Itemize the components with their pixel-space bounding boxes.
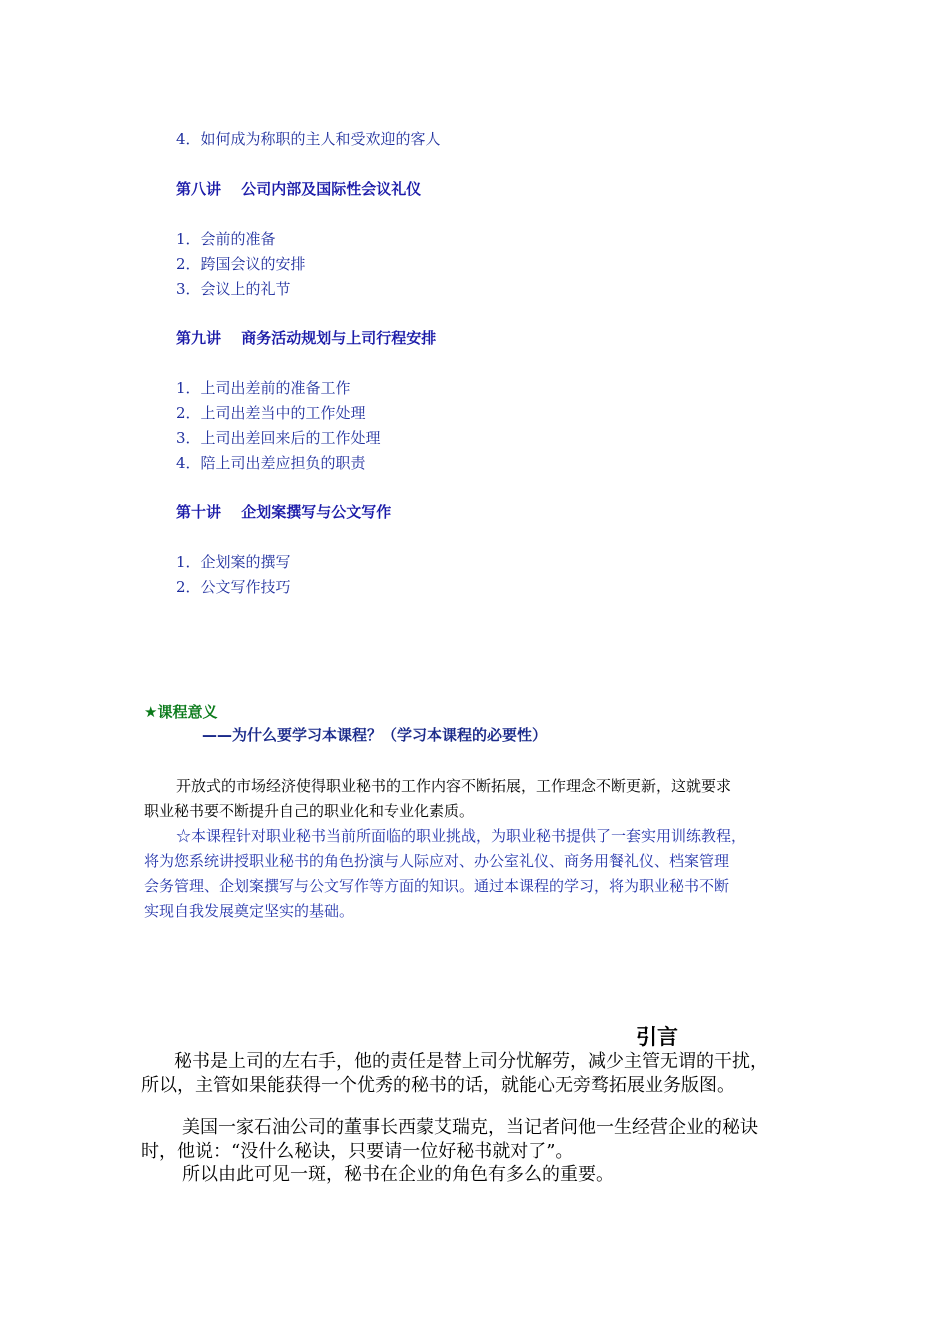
intro-title: 引言 (636, 1025, 678, 1049)
intro-para1-line2: 所以，主管如果能获得一个优秀的秘书的话，就能心无旁骛拓展业务版图。 (141, 1075, 735, 1096)
lecture-7-item-4: 4．如何成为称职的主人和受欢迎的客人 (176, 130, 441, 148)
intro-para2-line2: 时，他说：“没什么秘诀，只要请一位好秘书就对了”。 (141, 1141, 574, 1162)
lecture-10-item-2: 2．公文写作技巧 (176, 578, 291, 596)
lecture-9-item-1: 1．上司出差前的准备工作 (176, 379, 351, 397)
lecture-9-title: 第九讲 商务活动规划与上司行程安排 (176, 329, 437, 347)
significance-para1-line1: 开放式的市场经济使得职业秘书的工作内容不断拓展，工作理念不断更新，这就要求 (176, 777, 732, 795)
significance-heading: ★课程意义 (144, 703, 218, 721)
significance-para1-line2: 职业秘书要不断提升自己的职业化和专业化素质。 (144, 802, 475, 820)
lecture-8-item-1: 1．会前的准备 (176, 230, 276, 248)
intro-para1-line1: 秘书是上司的左右手，他的责任是替上司分忧解劳，减少主管无谓的干扰， (174, 1051, 768, 1072)
lecture-9-item-4: 4．陪上司出差应担负的职责 (176, 454, 366, 472)
intro-para2-line1: 美国一家石油公司的董事长西蒙艾瑞克，当记者问他一生经营企业的秘诀 (182, 1117, 758, 1138)
lecture-8-title: 第八讲 公司内部及国际性会议礼仪 (176, 180, 422, 198)
lecture-10-title: 第十讲 企划案撰写与公文写作 (176, 503, 392, 521)
significance-subheading: ——为什么要学习本课程？（学习本课程的必要性） (202, 726, 548, 744)
significance-para2-line2: 将为您系统讲授职业秘书的角色扮演与人际应对、办公室礼仪、商务用餐礼仪、档案管理 (144, 852, 730, 870)
lecture-8-item-3: 3．会议上的礼节 (176, 280, 291, 298)
lecture-9-item-2: 2．上司出差当中的工作处理 (176, 404, 366, 422)
lecture-9-item-3: 3．上司出差回来后的工作处理 (176, 429, 381, 447)
intro-para3-line1: 所以由此可见一斑，秘书在企业的角色有多么的重要。 (182, 1164, 614, 1185)
significance-para2-line3: 会务管理、企划案撰写与公文写作等方面的知识。通过本课程的学习，将为职业秘书不断 (144, 877, 730, 895)
significance-para2-line1: ☆本课程针对职业秘书当前所面临的职业挑战，为职业秘书提供了一套实用训练教程， (176, 827, 747, 845)
lecture-10-item-1: 1．企划案的撰写 (176, 553, 291, 571)
significance-para2-line4: 实现自我发展奠定坚实的基础。 (144, 902, 355, 920)
lecture-8-item-2: 2．跨国会议的安排 (176, 255, 306, 273)
